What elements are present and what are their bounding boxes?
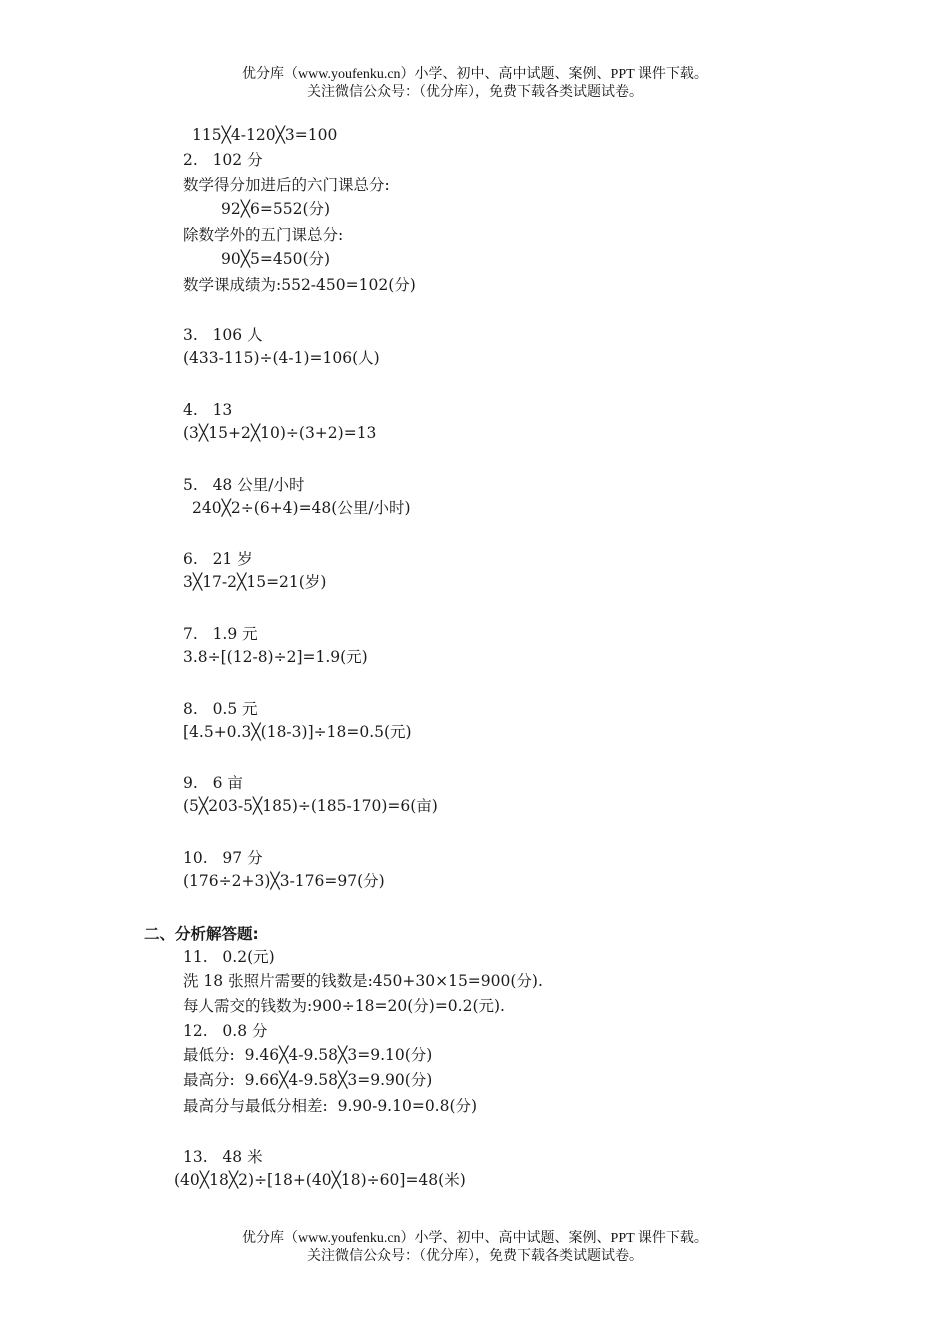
answer-9-heading: 9. 6 亩	[183, 774, 243, 792]
answer-2-formula-2: 90╳5=450(分)	[221, 250, 331, 268]
answer-3-heading: 3. 106 人	[183, 326, 263, 344]
footer-line-1: 优分库（www.youfenku.cn）小学、初中、高中试题、案例、PPT 课件下载。	[242, 1231, 708, 1246]
section-2-title: 二、分析解答题:	[144, 925, 259, 943]
footer-line-2: 关注微信公众号：（优分库），免费下载各类试题试卷。	[307, 1249, 643, 1264]
answer-10-heading: 10. 97 分	[183, 849, 263, 867]
answer-4-heading: 4. 13	[183, 401, 233, 419]
answer-5-heading: 5. 48 公里/小时	[183, 476, 305, 494]
page-footer	[0, 1230, 950, 1266]
answer-10-formula: (176÷2+3)╳3-176=97(分)	[183, 872, 385, 890]
answer-12-heading: 12. 0.8 分	[183, 1022, 268, 1040]
answer-12-diff: 最高分与最低分相差: 9.90-9.10=0.8(分)	[183, 1097, 478, 1115]
answer-12-max: 最高分: 9.66╳4-9.58╳3=9.90(分)	[183, 1071, 433, 1089]
answer-11-text-1: 洗 18 张照片需要的钱数是:450+30×15=900(分).	[183, 972, 543, 990]
answer-11-text-2: 每人需交的钱数为:900÷18=20(分)=0.2(元).	[183, 997, 505, 1015]
answer-8-formula: [4.5+0.3╳(18-3)]÷18=0.5(元)	[183, 723, 412, 741]
header-line-2: 关注微信公众号：（优分库），免费下载各类试题试卷。	[307, 85, 643, 100]
answer-13-heading: 13. 48 米	[183, 1148, 263, 1166]
answer-3-formula: (433-115)÷(4-1)=106(人)	[183, 349, 380, 367]
answer-7-heading: 7. 1.9 元	[183, 625, 258, 643]
page-header	[0, 66, 950, 102]
answer-2-text-1: 数学得分加进后的六门课总分:	[183, 176, 390, 194]
answer-9-formula: (5╳203-5╳185)÷(185-170)=6(亩)	[183, 797, 438, 815]
header-line-1: 优分库（www.youfenku.cn）小学、初中、高中试题、案例、PPT 课件下载。	[242, 67, 708, 82]
answer-11-heading: 11. 0.2(元)	[183, 948, 275, 966]
answer-2-formula-1: 92╳6=552(分)	[221, 200, 331, 218]
answer-5-formula: 240╳2÷(6+4)=48(公里/小时)	[192, 499, 411, 517]
answer-2-heading: 2. 102 分	[183, 151, 263, 169]
answer-2-text-2: 除数学外的五门课总分:	[183, 226, 344, 244]
answer-13-formula: (40╳18╳2)÷[18+(40╳18)÷60]=48(米)	[174, 1171, 466, 1189]
answer-2-result: 数学课成绩为:552-450=102(分)	[183, 276, 416, 294]
answer-1-formula: 115╳4-120╳3=100	[192, 126, 338, 144]
answer-12-min: 最低分: 9.46╳4-9.58╳3=9.10(分)	[183, 1046, 433, 1064]
answer-6-formula: 3╳17-2╳15=21(岁)	[183, 573, 327, 591]
answer-8-heading: 8. 0.5 元	[183, 700, 258, 718]
answer-7-formula: 3.8÷[(12-8)÷2]=1.9(元)	[183, 648, 368, 666]
answer-6-heading: 6. 21 岁	[183, 550, 253, 568]
answer-4-formula: (3╳15+2╳10)÷(3+2)=13	[183, 424, 377, 442]
